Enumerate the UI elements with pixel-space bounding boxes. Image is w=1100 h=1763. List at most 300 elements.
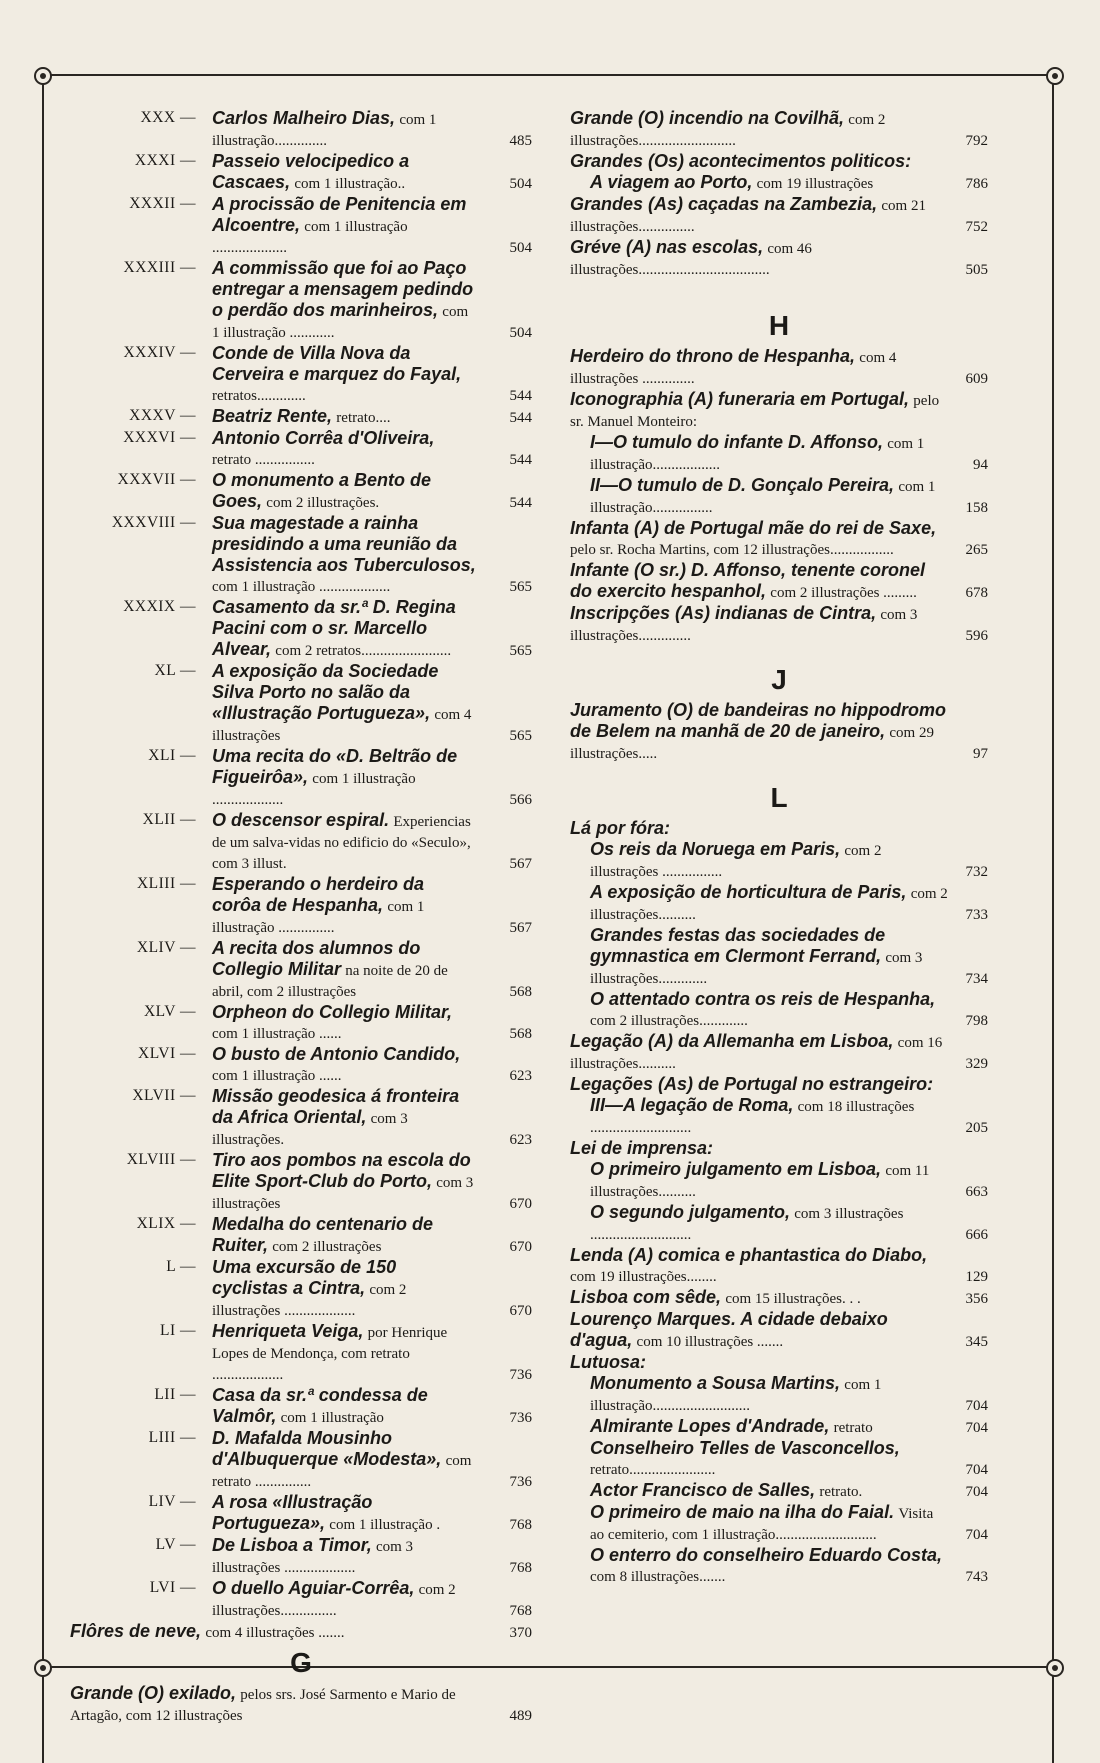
entry-number: XL — [154,662,196,679]
entry-description: com 2 illustrações.......... [590,886,948,923]
entry-title: II—O tumulo de D. Gonçalo Pereira, [590,475,895,495]
index-entry [70,746,532,810]
entry-title: O primeiro julgamento em Lisboa, [590,1159,882,1179]
entry-title: Lourenço Marques. A cidade debaixo d'agua, [570,1309,888,1350]
entry-page-number: 565 [509,728,532,744]
index-entry [70,1086,532,1150]
entry-page-number: 489 [509,1708,532,1724]
index-entry [570,172,988,194]
entry-body [570,560,988,603]
entry-body [212,258,532,343]
section-letter-g: G [290,1647,312,1678]
index-entry [570,839,988,882]
entry-page-number: 663 [965,1184,988,1200]
entry-page-number: 734 [965,971,988,987]
entry-page-number: 567 [509,920,532,936]
entry-description: com 10 illustrações ....... [636,1334,784,1350]
entry-title: Passeio velocipedico a Cascaes, [212,151,410,192]
entry-description: com 1 illustração................ [590,479,936,516]
entry-title: Casa da sr.ª condessa de Valmôr, [212,1385,428,1426]
entry-title: Gréve (A) nas escolas, [570,237,764,257]
entry-body [570,1159,988,1202]
index-entry [70,874,532,938]
entry-description: com 1 illustração ................... [212,579,391,595]
index-entry [570,989,988,1031]
entry-page-number: 370 [509,1625,532,1641]
entry-title: Lei de imprensa: [570,1138,714,1158]
entry-title: O segundo julgamento, [590,1202,791,1222]
index-entry [570,1287,988,1309]
entry-page-number: 544 [509,410,532,426]
entry-title: Grandes (As) caçadas na Zambezia, [570,194,878,214]
entry-number: LIV — [148,1493,196,1510]
entry-page-number: 704 [965,1484,988,1500]
entry-page-number: 704 [965,1527,988,1543]
index-entry [570,1138,988,1159]
entry-description: com 2 illustrações ................ [590,843,882,880]
entry-description: com 3 illustrações............. [590,950,923,987]
entry-description: com 1 illustração.......................... [590,1377,882,1414]
entry-description: com 1 illustração ............ [212,304,469,341]
entry-description: com retrato ............... [212,1453,472,1490]
entry-description: com 15 illustrações. . . [725,1291,861,1307]
entry-body [570,1416,988,1438]
index-entry [570,1095,988,1138]
entry-description: com 1 illustração ...... [212,1026,342,1042]
entry-description: retrato....................... [590,1462,716,1478]
index-entry [70,810,532,874]
entry-number: XLIV — [136,939,196,956]
entry-body [212,1535,532,1578]
index-entry [70,1492,532,1535]
entry-page-number: 704 [965,1398,988,1414]
entry-page-number: 792 [965,133,988,149]
entry-description: com 2 illustrações.......................... [570,112,886,149]
index-entry [570,882,988,925]
entry-description: com 19 illustrações........ [570,1269,717,1285]
entry-description: com 21 illustrações............... [570,198,926,235]
entry-body [70,1683,532,1726]
entry-description: com 18 illustrações ........................... [590,1099,915,1136]
entry-description: retrato ................ [212,452,315,468]
entry-description: com 1 illustração [280,1410,384,1426]
entry-number: XLIII — [136,875,196,892]
entry-page-number: 609 [965,371,988,387]
entry-page-number: 129 [965,1269,988,1285]
index-entry [70,428,532,470]
entry-title: De Lisboa a Timor, [212,1535,372,1555]
entry-title: Infante (O sr.) D. Affonso, tenente coronel do exercito hespanhol, [570,560,926,601]
index-entry [70,1535,532,1578]
entry-description: pelo sr. Manuel Monteiro: [570,393,940,430]
corner-ornament-icon [1046,67,1064,85]
entry-body [212,597,532,661]
entry-body [570,989,988,1031]
section-letter-j: J [771,664,787,695]
entry-page-number: 752 [965,219,988,235]
entry-page-number: 623 [509,1132,532,1148]
entry-page-number: 768 [509,1517,532,1533]
entry-description: com 2 illustrações............... [212,1582,456,1619]
index-entry [570,475,988,518]
entry-title: Orpheon do Collegio Militar, [212,1002,453,1022]
entry-description: com 3 illustrações ................... [212,1539,414,1576]
entry-body [570,1502,988,1545]
entry-title: Uma recita do «D. Beltrão de Figueirôa», [212,746,458,787]
index-entry [70,343,532,406]
entry-page-number: 356 [965,1291,988,1307]
index-entry [570,700,988,764]
entry-description: com 4 illustrações .............. [570,350,897,387]
entry-page-number: 566 [509,792,532,808]
index-entry [570,518,988,560]
entry-title: A exposição da Sociedade Silva Porto no salão da «Illustração Portugueza», [212,661,439,723]
entry-description: com 16 illustrações.......... [570,1035,943,1072]
corner-ornament-icon [34,67,52,85]
entry-title: A procissão de Penitencia em Alcoentre, [212,194,467,235]
index-entry [70,1150,532,1214]
entry-body [212,938,532,1002]
entry-description: retrato [833,1420,873,1436]
entry-title: O descensor espiral. [212,810,390,830]
index-entry [70,938,532,1002]
index-entry [570,1545,988,1587]
entry-page-number: 504 [509,176,532,192]
entry-description: com 3 illustrações [212,1175,474,1212]
entry-title: Iconographia (A) funeraria em Portugal, [570,389,910,409]
entry-page-number: 329 [965,1056,988,1072]
entry-page-number: 743 [965,1569,988,1585]
entry-title: Conselheiro Telles de Vasconcellos, [590,1438,900,1458]
index-entry [570,389,988,432]
entry-body [212,428,532,470]
entry-body [212,746,532,810]
entry-title: Casamento da sr.ª D. Regina Pacini com o sr. Marcello Alvear, [212,597,456,659]
entry-page-number: 596 [965,628,988,644]
index-entry [570,346,988,389]
entry-description: com 1 illustração ................... [212,771,416,808]
entry-number: LV — [155,1536,196,1553]
entry-title: Conde de Villa Nova da Cerveira e marquez do Fayal, [212,343,462,384]
entry-body [212,1150,532,1214]
entry-body [212,151,532,194]
index-entry [70,1002,532,1044]
entry-title: Legação (A) da Allemanha em Lisboa, [570,1031,894,1051]
entry-title: A rosa «Illustração Portugueza», [212,1492,373,1533]
index-entry [70,1044,532,1086]
entry-page-number: 732 [965,864,988,880]
entry-description: com 1 illustração.................. [590,436,925,473]
entry-title: A commissão que foi ao Paço entregar a mensagem pedindo o perdão dos marinheiros, [212,258,474,320]
entry-body [570,1095,988,1138]
entry-number: XXXVI — [123,429,196,446]
entry-description: com 11 illustrações.......... [590,1163,930,1200]
entry-body [570,1480,988,1502]
entry-body [212,108,532,151]
index-entry [570,1245,988,1287]
entry-body [570,346,988,389]
index-entry [70,1428,532,1492]
entry-description: pelo sr. Rocha Martins, com 12 illustrações................. [570,542,894,558]
entry-body [570,1074,988,1095]
index-entry [70,1214,532,1257]
entry-description: retrato.... [336,410,391,426]
right-column [570,108,988,1587]
entry-body [212,1002,532,1044]
entry-description: Experiencias de um salva-vidas no edificio do «Seculo», com 3 illust. [212,814,471,872]
entry-page-number: 704 [965,1420,988,1436]
index-entry [70,597,532,661]
entry-page-number: 670 [509,1196,532,1212]
entry-page-number: 485 [509,133,532,149]
entry-title: III—A legação de Roma, [590,1095,794,1115]
index-entry [70,151,532,194]
index-entry [70,1621,532,1643]
entry-body [212,1044,532,1086]
index-entry [70,406,532,428]
entry-page-number: 158 [965,500,988,516]
index-entry [70,1578,532,1621]
section-letter-h: H [768,310,790,341]
entry-title: Actor Francisco de Salles, [590,1480,816,1500]
entry-title: O enterro do conselheiro Eduardo Costa, [590,1545,943,1565]
entry-page-number: 544 [509,452,532,468]
entry-description: com 1 illustração ...... [212,1068,342,1084]
index-entry [570,560,988,603]
entry-page-number: 768 [509,1603,532,1619]
entry-body [570,1287,988,1309]
entry-title: Grande (O) incendio na Covilhã, [570,108,845,128]
entry-number: XXXIV — [123,344,196,361]
entry-body [212,661,532,746]
entry-page-number: 565 [509,643,532,659]
entry-title: Grandes (Os) acontecimentos politicos: [570,151,912,171]
entry-title: Flôres de neve, [70,1621,202,1641]
entry-page-number: 670 [509,1303,532,1319]
entry-number: XXXII — [129,195,196,212]
entry-page-number: 733 [965,907,988,923]
entry-page-number: 505 [965,262,988,278]
entry-body [212,1578,532,1621]
entry-title: Herdeiro do throno de Hespanha, [570,346,856,366]
entry-description: com 1 illustração ............... [212,899,425,936]
entry-number: L — [166,1258,196,1275]
entry-description: com 3 illustrações ........................... [590,1206,904,1243]
entry-page-number: 798 [965,1013,988,1029]
entry-body [570,925,988,989]
index-entry [70,1257,532,1321]
entry-title: Henriqueta Veiga, [212,1321,364,1341]
entry-page-number: 504 [509,240,532,256]
left-column [70,108,532,1726]
entry-number: XXXIX — [123,598,196,615]
entry-number: XLII — [142,811,196,828]
entry-description: com 3 illustrações.............. [570,607,918,644]
entry-title: Antonio Corrêa d'Oliveira, [212,428,435,448]
entry-page-number: 786 [965,176,988,192]
entry-title: Juramento (O) de bandeiras no hippodromo de Belem na manhã de 20 de janeiro, [570,700,947,741]
entry-page-number: 97 [973,746,988,762]
entry-body [570,1373,988,1416]
index-entry [570,1202,988,1245]
entry-body [212,194,532,258]
entry-body [212,1428,532,1492]
entry-body [212,343,532,406]
entry-number: LII — [154,1386,196,1403]
entry-number: LIII — [148,1429,196,1446]
index-entry [70,470,532,513]
entry-body [570,237,988,280]
index-entry [70,258,532,343]
entry-body [212,1214,532,1257]
entry-body [570,194,988,237]
corner-ornament-icon [34,1659,52,1677]
entry-title: Lutuosa: [570,1352,646,1372]
top-border-rule [38,74,1058,88]
entry-page-number: 736 [509,1367,532,1383]
entry-title: Lenda (A) comica e phantastica do Diabo, [570,1245,928,1265]
entry-title: I—O tumulo do infante D. Affonso, [590,432,883,452]
entry-body [570,700,988,764]
entry-body [212,1321,532,1385]
entry-page-number: 670 [509,1239,532,1255]
corner-ornament-icon [1046,1659,1064,1677]
entry-body [570,475,988,518]
entry-body [212,513,532,597]
entry-page-number: 736 [509,1410,532,1426]
entry-number: XLIX — [136,1215,196,1232]
entry-description: com 4 illustrações ....... [205,1625,345,1641]
entry-body [570,518,988,560]
entry-title: A exposição de horticultura de Paris, [590,882,907,902]
entry-number: XXX — [140,109,196,126]
entry-description: com 2 retratos........................ [275,643,452,659]
entry-title: Esperando o herdeiro da corôa de Hespanha, [212,874,425,915]
index-entry [570,1438,988,1480]
entry-body [212,1257,532,1321]
entry-title: Missão geodesica á fronteira da Africa Oriental, [212,1086,460,1127]
entry-page-number: 568 [509,1026,532,1042]
entry-page-number: 666 [965,1227,988,1243]
entry-number: XLVI — [138,1045,196,1062]
entry-page-number: 768 [509,1560,532,1576]
entry-body [212,1492,532,1535]
index-entry [570,1373,988,1416]
index-entry [570,151,988,172]
entry-title: Beatriz Rente, [212,406,333,426]
entry-title: Sua magestade a rainha presidindo a uma reunião da Assistencia aos Tuberculosos, [212,513,476,575]
index-entry [70,108,532,151]
entry-description: com 46 illustrações................................... [570,241,812,278]
section-letter-l: L [770,782,788,813]
entry-number: XLVII — [132,1087,196,1104]
entry-title: Almirante Lopes d'Andrade, [590,1416,830,1436]
index-entry [70,513,532,597]
entry-body [570,1309,988,1352]
entry-description: com 8 illustrações....... [590,1569,726,1585]
entry-number: XXXVII — [117,471,196,488]
entry-number: XLI — [148,747,196,764]
entry-number: XLVIII — [126,1151,196,1168]
index-entry [570,432,988,475]
entry-title: O duello Aguiar-Corrêa, [212,1578,415,1598]
entry-page-number: 568 [509,984,532,1000]
entry-title: Inscripções (As) indianas de Cintra, [570,603,877,623]
entry-title: Tiro aos pombos na escola do Elite Sport-Club do Porto, [212,1150,471,1191]
index-entry [570,1480,988,1502]
entry-title: O primeiro de maio na ilha do Faial. [590,1502,895,1522]
entry-page-number: 94 [973,457,988,473]
entry-description: com 4 illustrações [212,707,472,744]
entry-page-number: 265 [965,542,988,558]
entry-number: XXXV — [129,407,196,424]
entry-body [570,151,988,172]
entry-body [570,818,988,839]
index-entry [70,1321,532,1385]
index-entry [570,1309,988,1352]
entry-description: com 19 illustrações [756,176,874,192]
entry-description: na noite de 20 de abril, com 2 illustrações [212,963,448,1000]
index-entry [570,818,988,839]
index-entry [570,603,988,646]
entry-description: com 1 illustração . [329,1517,441,1533]
entry-description: pelos srs. José Sarmento e Mario de Artagão, com 12 illustrações [70,1687,456,1724]
entry-body [570,1031,988,1074]
index-entry [570,1502,988,1545]
entry-body [570,172,988,194]
entry-body [570,1202,988,1245]
entry-body [570,108,988,151]
entry-body [212,1385,532,1428]
entry-description: com 1 illustração.. [294,176,406,192]
entry-description: com 1 illustração .................... [212,219,408,256]
entry-body [212,406,532,428]
entry-number: XXXIII — [123,259,196,276]
entry-title: Os reis da Noruega em Paris, [590,839,841,859]
entry-body [570,1352,988,1373]
index-entry [70,1683,532,1726]
entry-description: por Henrique Lopes de Mendonça, com retrato ................... [212,1325,448,1383]
entry-body [570,882,988,925]
entry-title: Monumento a Sousa Martins, [590,1373,841,1393]
index-entry [570,1352,988,1373]
entry-body [570,1138,988,1159]
index-entry [570,925,988,989]
entry-number: LI — [159,1322,196,1339]
entry-body [570,1438,988,1480]
entry-title: O busto de Antonio Candido, [212,1044,461,1064]
entry-number: LVI — [149,1579,196,1596]
entry-body [212,874,532,938]
entry-page-number: 504 [509,325,532,341]
entry-description: com 2 illustrações ................... [212,1282,407,1319]
entry-description: com 3 illustrações. [212,1111,408,1148]
entry-title: Medalha do centenario de Ruiter, [212,1214,434,1255]
entry-page-number: 345 [965,1334,988,1350]
entry-page-number: 544 [509,495,532,511]
index-entry [70,661,532,746]
entry-title: D. Mafalda Mousinho d'Albuquerque «Modesta», [212,1428,442,1469]
entry-title: A recita dos alumnos do Collegio Militar [212,938,421,979]
entry-body [212,810,532,874]
entry-title: A viagem ao Porto, [590,172,753,192]
entry-title: Grande (O) exilado, [70,1683,237,1703]
entry-title: Carlos Malheiro Dias, [212,108,396,128]
entry-title: Legações (As) de Portugal no estrangeiro: [570,1074,934,1094]
entry-title: Lá por fóra: [570,818,671,838]
index-entry [570,1074,988,1095]
entry-title: O attentado contra os reis de Hespanha, [590,989,936,1009]
